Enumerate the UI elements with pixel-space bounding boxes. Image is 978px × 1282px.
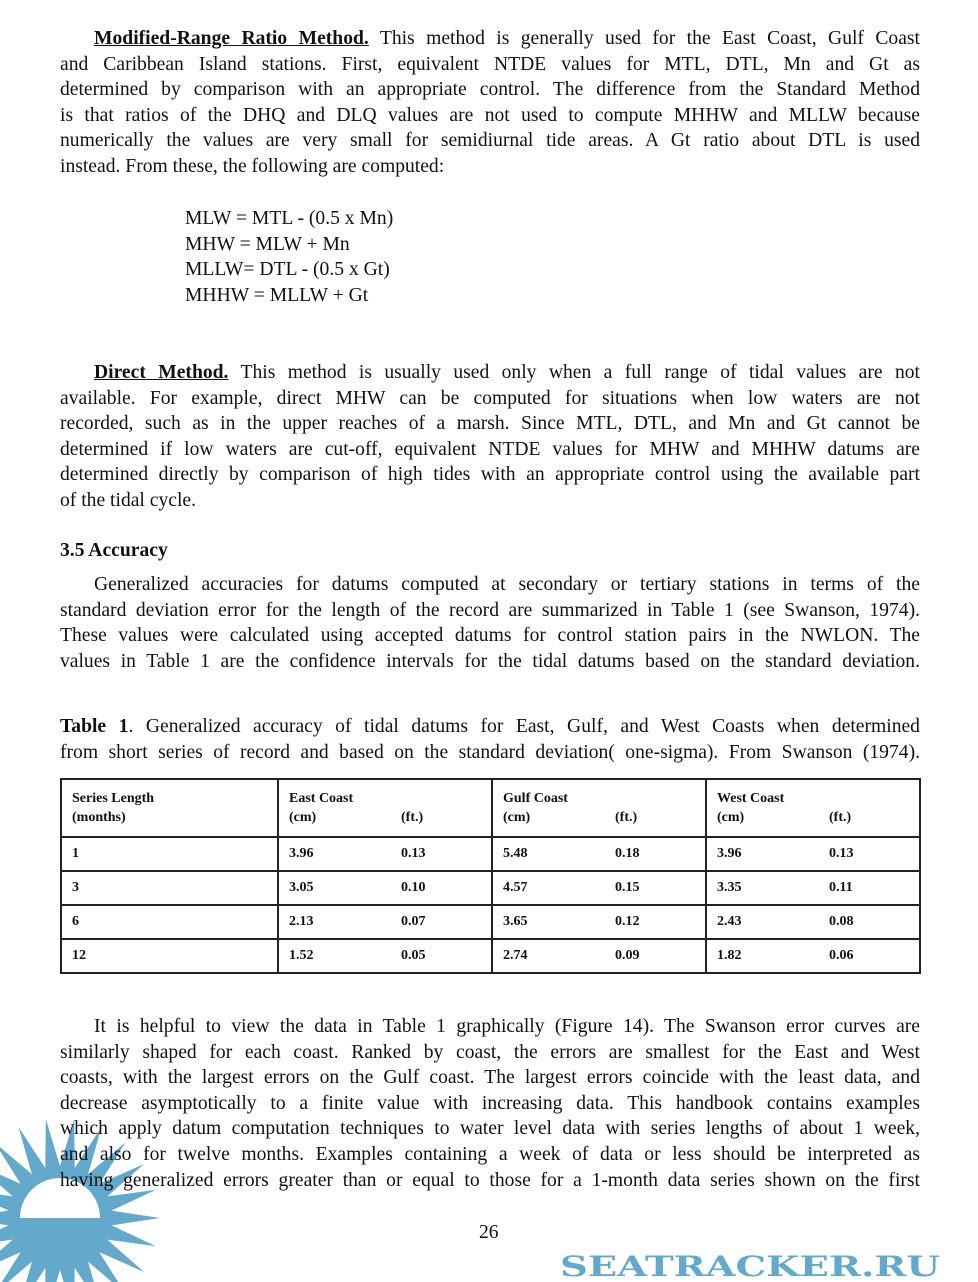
unit-cm: (cm) (503, 810, 531, 825)
line-text: which apply datum computation techniques to water level data with series lengths of about 1 week, (60, 1118, 920, 1140)
text-line (60, 360, 920, 386)
text-line (60, 598, 920, 624)
cell-months: 6 (61, 905, 278, 939)
unit-ft: (ft.) (401, 810, 424, 825)
text-line (60, 103, 920, 129)
value-cm: 1.52 (289, 948, 314, 963)
watermark-text: SEATRACKER.RU (560, 1250, 940, 1282)
header-text: Gulf Coast (503, 791, 568, 806)
value-ft: 0.10 (401, 880, 426, 895)
value-ft: 0.18 (615, 846, 640, 861)
text-line (60, 462, 920, 488)
paragraph-modified-range-ratio (60, 26, 920, 180)
text-line (60, 154, 920, 180)
cell-west (706, 939, 920, 973)
line-text: standard deviation error for the length of the record are summarized in Table 1 (see Swanson, 1974). (60, 599, 920, 621)
unit-ft: (ft.) (615, 810, 638, 825)
cell-west (706, 905, 920, 939)
value-cm: 1.82 (717, 948, 742, 963)
value-ft: 0.13 (401, 846, 426, 861)
cell-west (706, 837, 920, 871)
text-line (60, 128, 920, 154)
line-text: and Caribbean Island stations. First, equivalent NTDE values for MTL, DTL, Mn and Gt as (60, 53, 920, 75)
header-series-length (61, 779, 278, 837)
value-ft: 0.12 (615, 914, 640, 929)
unit-cm: (cm) (717, 810, 745, 825)
line-text: available. For example, direct MHW can be computed for situations when low waters are not (60, 387, 920, 409)
line-text: numerically the values are very small for semidiurnal tide areas. A Gt ratio about DTL is used (60, 130, 920, 152)
value-cm: 5.48 (503, 846, 528, 861)
value-ft: 0.11 (829, 880, 853, 895)
value-cm: 3.96 (717, 846, 742, 861)
value-cm: 3.35 (717, 880, 742, 895)
header-text: East Coast (289, 791, 354, 806)
value-cm: 4.57 (503, 880, 528, 895)
text-line (60, 437, 920, 463)
line-text: determined directly by comparison of high tides with an appropriate control using the available part (60, 464, 920, 486)
text-line (60, 623, 920, 649)
line-text: of the tidal cycle. (60, 489, 197, 511)
line-text: This method is generally used for the East Coast, Gulf Coast (368, 28, 920, 49)
cell-west (706, 871, 920, 905)
cell-months: 3 (61, 871, 278, 905)
line-text: instead. From these, the following are computed: (60, 155, 445, 177)
text-line (60, 386, 920, 412)
unit-ft: (ft.) (829, 810, 852, 825)
text-line (60, 649, 920, 675)
text-line (60, 1014, 920, 1040)
equation: MLLW= DTL - (0.5 x Gt) (185, 259, 390, 281)
header-text: Series Length (72, 791, 155, 806)
header-east-coast (278, 779, 492, 837)
paragraph-direct-method (60, 360, 920, 514)
text-line (60, 1065, 920, 1091)
value-ft: 0.08 (829, 914, 854, 929)
text-line (60, 1091, 920, 1117)
accuracy-table (60, 778, 921, 974)
page-number: 26 (479, 1222, 499, 1243)
text-line (60, 1168, 920, 1194)
line-text: Generalized accuracies for datums computed at secondary or tertiary stations in terms of the (94, 574, 920, 595)
line-text: determined by comparison with an appropriate control. The difference from the Standard Method (60, 79, 920, 101)
line-text: This method is usually used only when a full range of tidal values are not (228, 362, 920, 383)
cell-months: 1 (61, 837, 278, 871)
text-line (60, 572, 920, 598)
value-cm: 3.96 (289, 846, 314, 861)
cell-gulf (492, 871, 706, 905)
line-text: recorded, such as in the upper reaches of a marsh. Since MTL, DTL, and Mn and Gt cannot be (60, 413, 920, 435)
text-line (60, 1040, 920, 1066)
value-cm: 3.05 (289, 880, 314, 895)
value-cm: 2.13 (289, 914, 314, 929)
line-text: and also for twelve months. Examples containing a week of data or less should be interpreted as (60, 1143, 920, 1165)
value-ft: 0.05 (401, 948, 426, 963)
line-text: determined if low waters are cut-off, equivalent NTDE values for MHW and MHHW datums are (60, 438, 920, 460)
table-header-row (61, 779, 920, 837)
equation: MHHW = MLLW + Gt (185, 284, 369, 306)
value-ft: 0.13 (829, 846, 854, 861)
value-cm: 2.74 (503, 948, 528, 963)
unit-cm: (cm) (289, 810, 317, 825)
paragraph-accuracy (60, 572, 920, 674)
run-in-heading: Table 1 (60, 716, 129, 737)
text-line (60, 740, 920, 766)
equation: MHW = MLW + Mn (185, 233, 350, 255)
text-line (60, 52, 920, 78)
header-west-coast (706, 779, 920, 837)
cell-gulf (492, 905, 706, 939)
equation: MLW = MTL - (0.5 x Mn) (185, 208, 394, 229)
header-gulf-coast (492, 779, 706, 837)
table-row (61, 905, 920, 939)
cell-east (278, 905, 492, 939)
cell-gulf (492, 837, 706, 871)
text-line (60, 714, 920, 740)
text-line (60, 411, 920, 437)
cell-east (278, 939, 492, 973)
run-in-heading: Direct Method. (94, 362, 229, 383)
line-text: . Generalized accuracy of tidal datums for East, Gulf, and West Coasts when determined (128, 716, 920, 737)
table-row (61, 871, 920, 905)
equations (185, 206, 393, 308)
text-line (60, 26, 920, 52)
cell-east (278, 871, 492, 905)
cell-months: 12 (61, 939, 278, 973)
line-text: decrease asymptotically to a finite value with increasing data. This handbook contains examples (60, 1092, 920, 1114)
text-line (60, 1116, 920, 1142)
table-row (61, 939, 920, 973)
value-ft: 0.06 (829, 948, 854, 963)
text-line (60, 77, 920, 103)
value-ft: 0.07 (401, 914, 426, 929)
line-text: similarly shaped for each coast. Ranked by coast, the errors are smallest for the East and West (60, 1041, 920, 1063)
cell-east (278, 837, 492, 871)
text-line (60, 1142, 920, 1168)
line-text: values in Table 1 are the confidence intervals for the tidal datums based on the standard deviation. (60, 650, 920, 672)
value-ft: 0.09 (615, 948, 640, 963)
line-text: is that ratios of the DHQ and DLQ values are not used to compute MHHW and MLLW because (60, 104, 920, 126)
line-text: having generalized errors greater than or equal to those for a 1-month data series shown on the first (60, 1169, 920, 1191)
value-cm: 2.43 (717, 914, 742, 929)
header-text: (months) (72, 810, 126, 825)
text-line (60, 488, 920, 514)
header-text: West Coast (717, 791, 785, 806)
line-text: These values were calculated using accepted datums for control station pairs in the NWLON. The (60, 625, 920, 647)
value-cm: 3.65 (503, 914, 528, 929)
table-caption (60, 714, 920, 765)
line-text: from short series of record and based on the standard deviation( one-sigma). From Swanson (1974). (60, 741, 920, 763)
cell-gulf (492, 939, 706, 973)
run-in-heading: Modified-Range Ratio Method. (94, 28, 369, 49)
table-row (61, 837, 920, 871)
section-heading: 3.5 Accuracy (60, 540, 168, 561)
line-text: It is helpful to view the data in Table 1 graphically (Figure 14). The Swanson error curves are (94, 1016, 920, 1037)
value-ft: 0.15 (615, 880, 640, 895)
paragraph-swanson-curves (60, 1014, 920, 1193)
line-text: coasts, with the largest errors on the Gulf coast. The largest errors coincide with the least data, and (60, 1067, 920, 1089)
